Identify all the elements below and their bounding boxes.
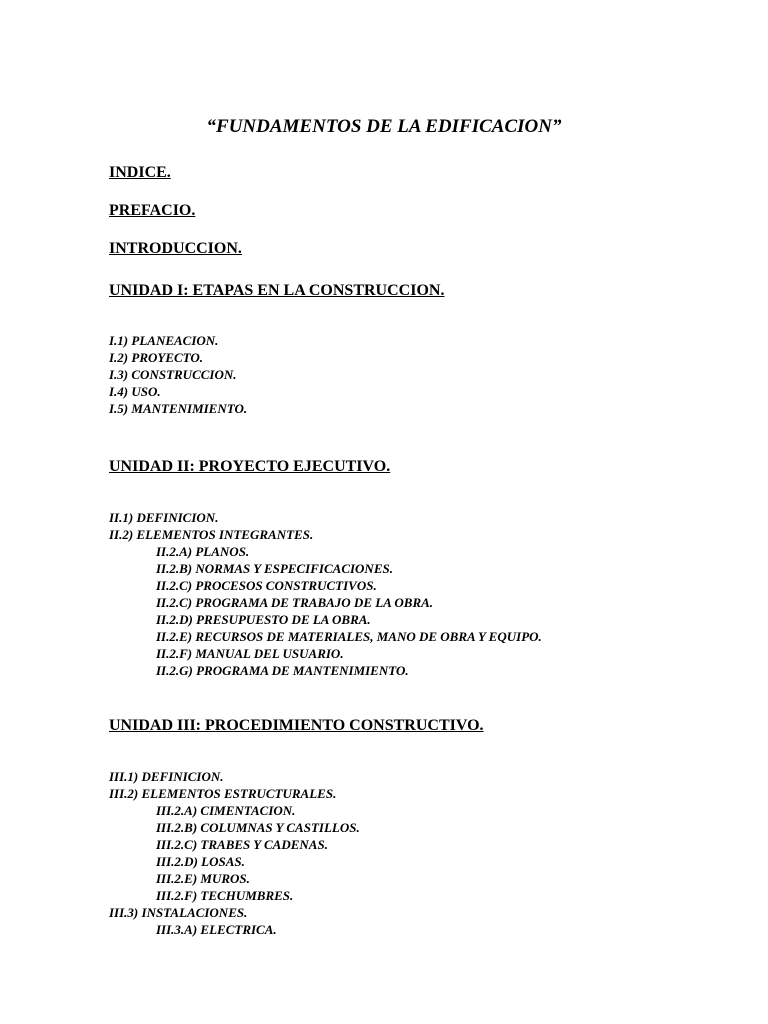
list-item: II.2.C) PROCESOS CONSTRUCTIVOS. <box>156 578 377 593</box>
list-item: III.2.E) MUROS. <box>156 871 250 886</box>
list-item: III.2.B) COLUMNAS Y CASTILLOS. <box>156 820 360 835</box>
list-item: III.1) DEFINICION. <box>109 769 224 784</box>
list-item: I.2) PROYECTO. <box>109 350 204 365</box>
list-item: III.2.F) TECHUMBRES. <box>156 888 294 903</box>
list-item: I.4) USO. <box>109 384 161 399</box>
list-item: I.3) CONSTRUCCION. <box>109 367 237 382</box>
heading-unidad-3: UNIDAD III: PROCEDIMIENTO CONSTRUCTIVO. <box>109 717 484 734</box>
list-item: II.2.D) PRESUPUESTO DE LA OBRA. <box>156 612 371 627</box>
list-item: III.2) ELEMENTOS ESTRUCTURALES. <box>109 786 337 801</box>
heading-prefacio: PREFACIO. <box>109 202 196 219</box>
list-item: II.2) ELEMENTOS INTEGRANTES. <box>109 527 314 542</box>
list-item: II.2.F) MANUAL DEL USUARIO. <box>156 646 344 661</box>
list-item: II.2.G) PROGRAMA DE MANTENIMIENTO. <box>156 663 409 678</box>
list-item: II.2.B) NORMAS Y ESPECIFICACIONES. <box>156 561 393 576</box>
document-title: “FUNDAMENTOS DE LA EDIFICACION” <box>206 116 562 137</box>
list-item: III.2.D) LOSAS. <box>156 854 245 869</box>
list-item: I.1) PLANEACION. <box>109 333 219 348</box>
list-item: I.5) MANTENIMIENTO. <box>109 401 248 416</box>
list-item: III.3) INSTALACIONES. <box>109 905 248 920</box>
heading-indice: INDICE. <box>109 164 171 181</box>
list-item: II.2.A) PLANOS. <box>156 544 250 559</box>
list-item: II.2.C) PROGRAMA DE TRABAJO DE LA OBRA. <box>156 595 434 610</box>
list-item: II.2.E) RECURSOS DE MATERIALES, MANO DE OBRA Y EQUIPO. <box>156 629 542 644</box>
list-item: III.2.C) TRABES Y CADENAS. <box>156 837 328 852</box>
list-item: III.2.A) CIMENTACION. <box>156 803 296 818</box>
heading-introduccion: INTRODUCCION. <box>109 240 242 257</box>
heading-unidad-2: UNIDAD II: PROYECTO EJECUTIVO. <box>109 458 391 475</box>
list-item: III.3.A) ELECTRICA. <box>156 922 277 937</box>
list-item: II.1) DEFINICION. <box>109 510 219 525</box>
heading-unidad-1: UNIDAD I: ETAPAS EN LA CONSTRUCCION. <box>109 282 445 299</box>
